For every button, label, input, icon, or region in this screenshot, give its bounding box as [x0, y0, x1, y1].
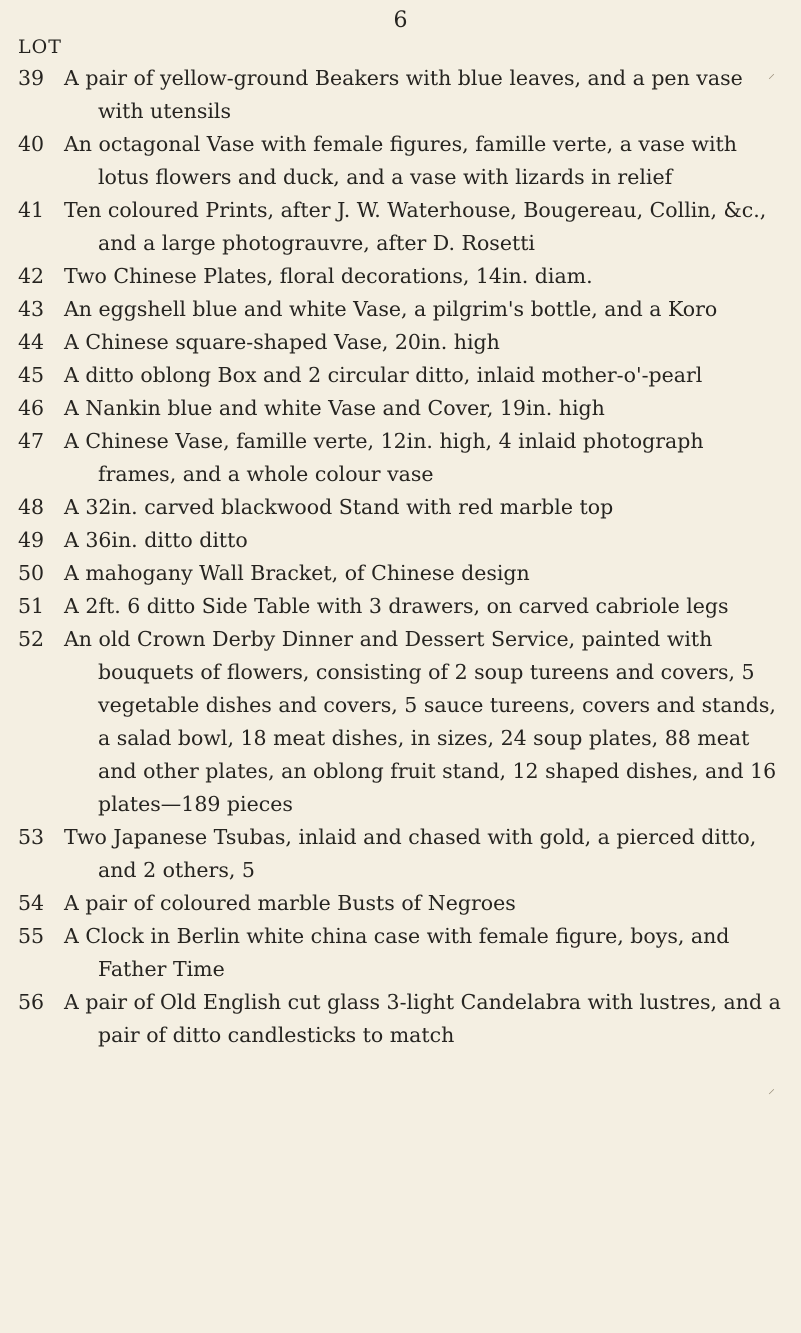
lot-entry [0, 326, 784, 359]
lot-description: A 36in. ditto ditto [64, 528, 248, 552]
lot-number: 51 [18, 594, 45, 618]
lot-description: An eggshell blue and white Vase, a pilgrim's bottle, and a Koro [64, 297, 718, 321]
lot-description: A pair of coloured marble Busts of Negroes [64, 891, 516, 915]
lot-number: 49 [18, 528, 45, 552]
paper-speck-mark: ⸍ [768, 1087, 775, 1103]
lot-description: An old Crown Derby Dinner and Dessert Service, painted with bouquets of flowers, consisting of 2 soup tureens and covers, 5 vegetable dishes and covers, 5 sauce tureens, covers and stands, a salad bowl, 18 meat dishes, in sizes, 24 soup plates, 88 meat and other plates, an oblong fruit stand, 12 shaped dishes, and 16 plates—189 pieces [64, 627, 777, 816]
lot-number: 52 [18, 627, 45, 651]
lot-entry [0, 128, 784, 194]
lot-description: A 2ft. 6 ditto Side Table with 3 drawers, on carved cabriole legs [64, 594, 729, 618]
lot-column-heading: LOT [18, 36, 62, 58]
lot-number: 42 [18, 264, 45, 288]
paper-speck-mark: ⸝ [768, 66, 775, 82]
lot-entry [0, 590, 784, 623]
lot-entry [0, 821, 784, 887]
lot-description: A mahogany Wall Bracket, of Chinese design [64, 561, 530, 585]
lot-entry [0, 392, 784, 425]
lot-description: Ten coloured Prints, after J. W. Waterhouse, Bougereau, Collin, &c., and a large photograuvre, after D. Rosetti [64, 198, 767, 255]
lot-entry [0, 986, 784, 1052]
lot-description: A Clock in Berlin white china case with female figure, boys, and Father Time [64, 924, 730, 981]
lot-number: 56 [18, 990, 45, 1014]
lot-number: 47 [18, 429, 45, 453]
lot-number: 54 [18, 891, 45, 915]
lot-number: 40 [18, 132, 45, 156]
lot-entry [0, 623, 784, 821]
lot-description: A ditto oblong Box and 2 circular ditto, inlaid mother-o'-pearl [64, 363, 703, 387]
lot-description: Two Japanese Tsubas, inlaid and chased with gold, a pierced ditto, and 2 others, 5 [64, 825, 757, 882]
lot-description: A 32in. carved blackwood Stand with red marble top [64, 495, 614, 519]
lot-number: 39 [18, 66, 45, 90]
lot-entry [0, 260, 784, 293]
lot-list [0, 62, 801, 1052]
lot-number: 46 [18, 396, 45, 420]
lot-number: 44 [18, 330, 45, 354]
lot-description: A Chinese Vase, famille verte, 12in. high, 4 inlaid photograph frames, and a whole colour vase [64, 429, 704, 486]
lot-entry [0, 524, 784, 557]
lot-number: 41 [18, 198, 45, 222]
lot-entry [0, 425, 784, 491]
lot-number: 48 [18, 495, 45, 519]
lot-entry [0, 920, 784, 986]
lot-number: 53 [18, 825, 45, 849]
lot-number: 45 [18, 363, 45, 387]
lot-description: A pair of yellow-ground Beakers with blue leaves, and a pen vase with utensils [64, 66, 743, 123]
lot-description: A Chinese square-shaped Vase, 20in. high [64, 330, 500, 354]
lot-entry [0, 194, 784, 260]
lot-entry [0, 293, 784, 326]
lot-entry [0, 491, 784, 524]
lot-entry [0, 887, 784, 920]
lot-entry [0, 557, 784, 590]
lot-description: Two Chinese Plates, floral decorations, 14in. diam. [64, 264, 593, 288]
page-number: 6 [393, 8, 408, 33]
lot-description: A pair of Old English cut glass 3-light Candelabra with lustres, and a pair of ditto candlesticks to match [64, 990, 781, 1047]
lot-entry [0, 62, 784, 128]
lot-number: 43 [18, 297, 45, 321]
lot-description: An octagonal Vase with female figures, famille verte, a vase with lotus flowers and duck, and a vase with lizards in relief [64, 132, 737, 189]
lot-description: A Nankin blue and white Vase and Cover, 19in. high [64, 396, 605, 420]
lot-number: 55 [18, 924, 45, 948]
lot-entry [0, 359, 784, 392]
lot-number: 50 [18, 561, 45, 585]
